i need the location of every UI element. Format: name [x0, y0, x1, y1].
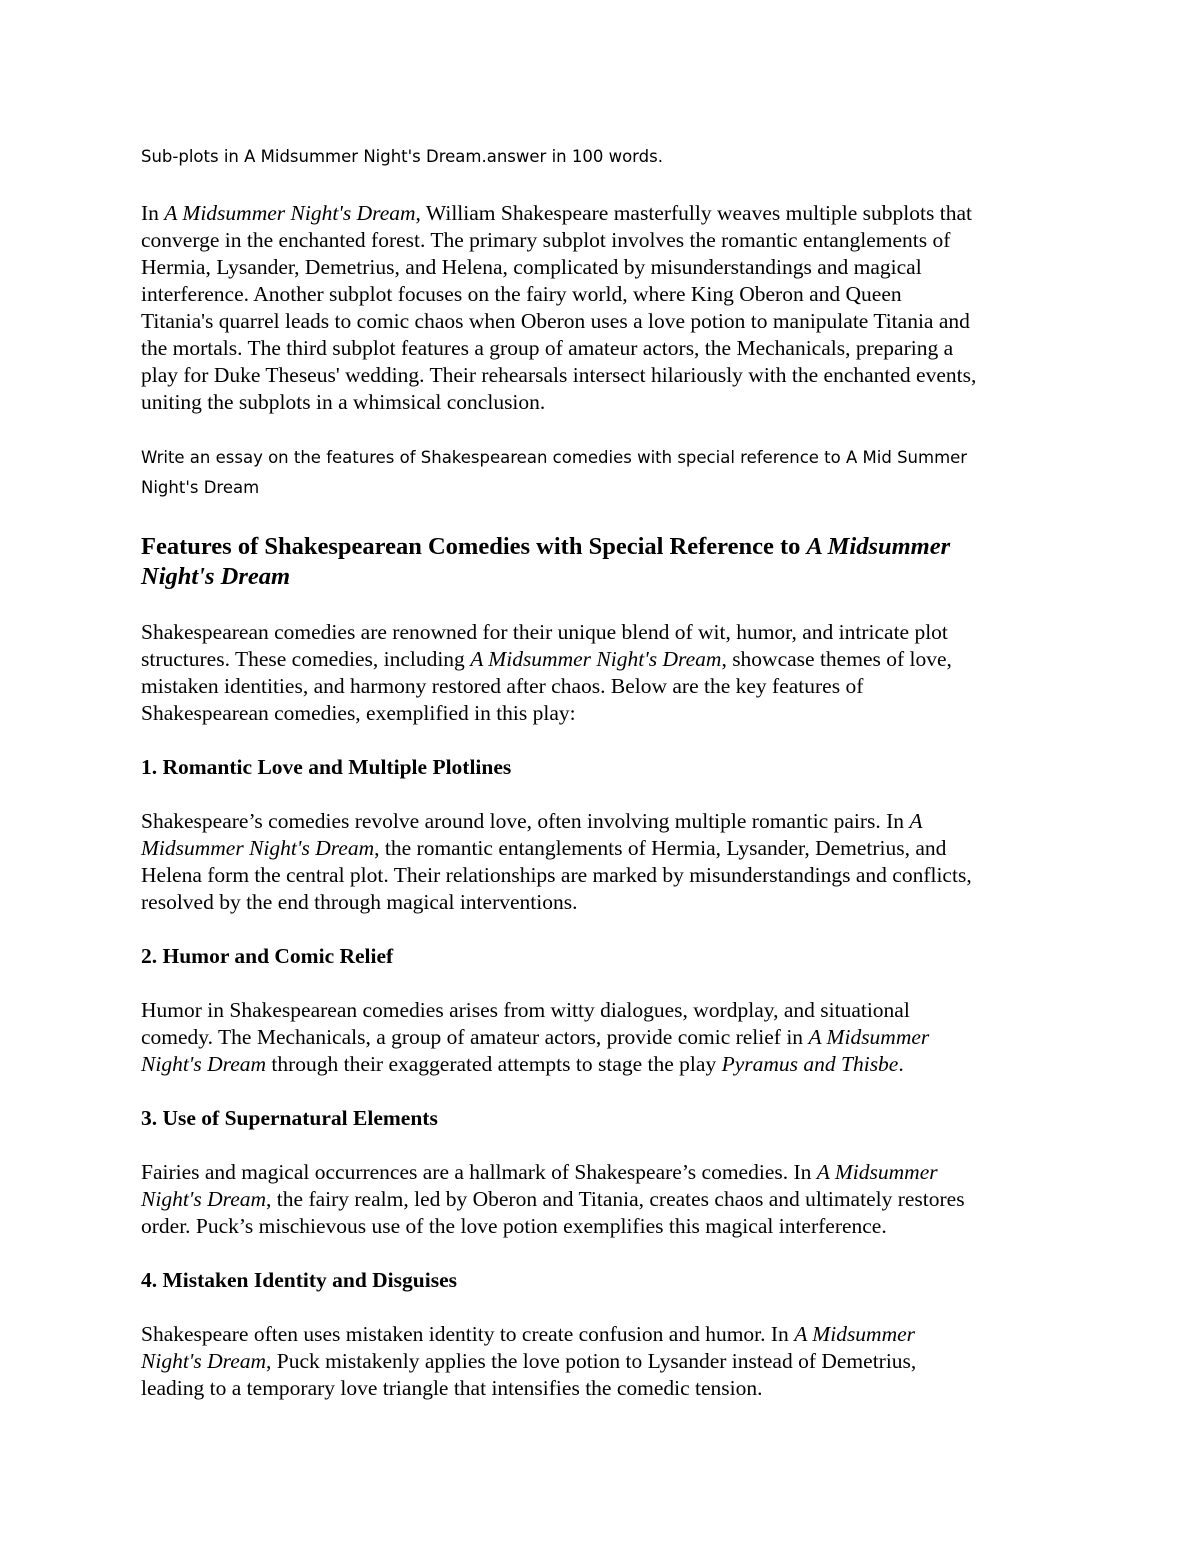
section-romantic-love-paragraph: Shakespeare’s comedies revolve around love, often involving multiple romantic pairs. In A Midsummer Night's Dream, the romantic entanglements of Hermia, Lysander, Demetrius, and Helena form the central plot. Their relationships are marked by misunderstandings and conflicts, resolved by the end through magical interventions.: [141, 809, 972, 914]
section-mistaken-identity-paragraph: Shakespeare often uses mistaken identity to create confusion and humor. In A Midsummer Night's Dream, Puck mistakenly applies the love potion to Lysander instead of Demetrius, leading to a temporary love triangle that intensifies the comedic tension.: [141, 1322, 917, 1400]
section-heading-romantic-love: 1. Romantic Love and Multiple Plotlines: [141, 755, 512, 779]
question-essay: Write an essay on the features of Shakespearean comedies with special reference to A Mid Summer Night's Dream: [141, 448, 968, 497]
document-body: [141, 142, 1061, 1402]
question-subplots: Sub-plots in A Midsummer Night's Dream.answer in 100 words.: [141, 147, 663, 166]
essay-intro-paragraph: Shakespearean comedies are renowned for their unique blend of wit, humor, and intricate plot structures. These comedies, including A Midsummer Night's Dream, showcase themes of love, mistaken identities, and harmony restored after chaos. Below are the key features of Shakespearean comedies, exemplified in this play:: [141, 620, 952, 725]
essay-title: Features of Shakespearean Comedies with Special Reference to A Midsummer Night's Dream: [141, 533, 951, 590]
section-supernatural-paragraph: Fairies and magical occurrences are a hallmark of Shakespeare’s comedies. In A Midsummer Night's Dream, the fairy realm, led by Oberon and Titania, creates chaos and ultimately restores order. Puck’s mischievous use of the love potion exemplifies this magical interference.: [141, 1160, 965, 1238]
section-heading-mistaken-identity: 4. Mistaken Identity and Disguises: [141, 1268, 457, 1292]
section-heading-humor: 2. Humor and Comic Relief: [141, 944, 394, 968]
section-humor-paragraph: Humor in Shakespearean comedies arises from witty dialogues, wordplay, and situational comedy. The Mechanicals, a group of amateur actors, provide comic relief in A Midsummer Night's Dream through their exaggerated attempts to stage the play Pyramus and Thisbe.: [141, 998, 930, 1076]
section-heading-supernatural: 3. Use of Supernatural Elements: [141, 1106, 438, 1130]
answer-subplots-paragraph: In A Midsummer Night's Dream, William Shakespeare masterfully weaves multiple subplots that converge in the enchanted forest. The primary subplot involves the romantic entanglements of Hermia, Lysander, Demetrius, and Helena, complicated by misunderstandings and magical interference. Another subplot focuses on the fairy world, where King Oberon and Queen Titania's quarrel leads to comic chaos when Oberon uses a love potion to manipulate Titania and the mortals. The third subplot features a group of amateur actors, the Mechanicals, preparing a play for Duke Theseus' wedding. Their rehearsals intersect hilariously with the enchanted events, uniting the subplots in a whimsical conclusion.: [141, 201, 977, 414]
